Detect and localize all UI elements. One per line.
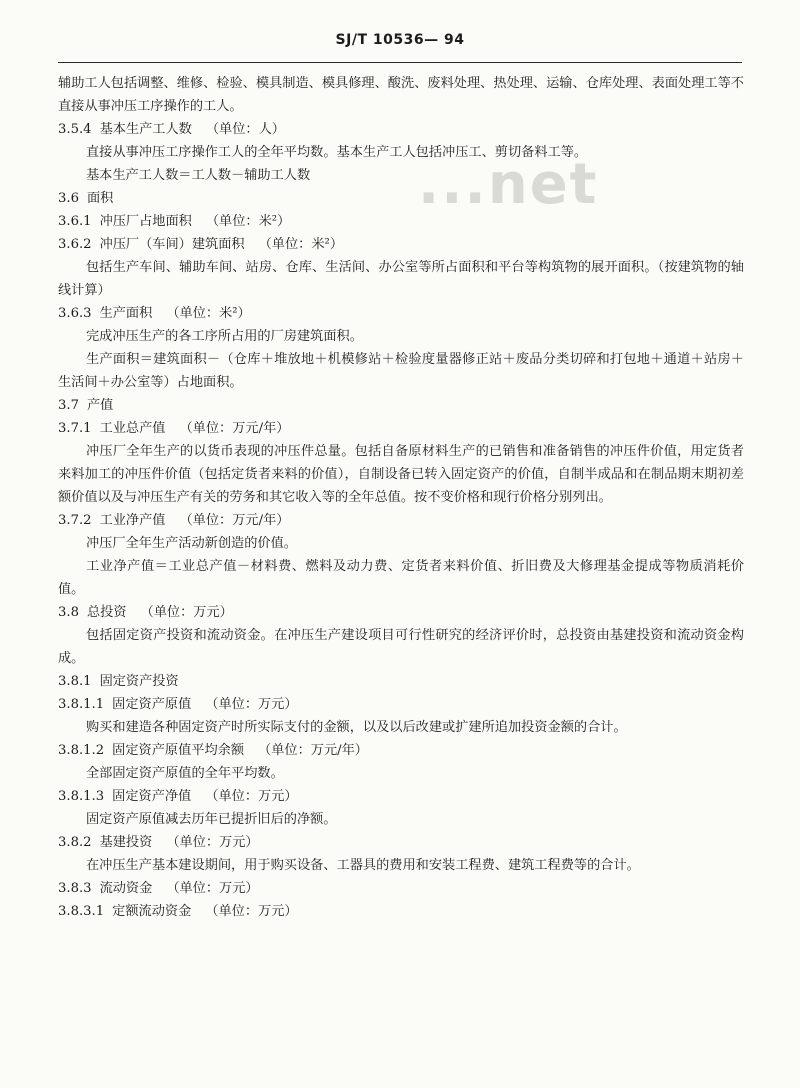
section-unit: （单位：米²） [205,214,291,229]
section-heading [58,302,744,325]
section-unit: （单位：万元） [205,904,298,919]
section-title: 生产面积 [99,306,153,321]
section-heading [58,900,744,923]
section-number: 3.8.3.1 [58,904,105,919]
section-unit: （单位：万元/年） [179,513,290,528]
section-number: 3.7 [58,398,79,413]
section-title: 产值 [86,398,114,413]
watermark: ...net [418,152,599,217]
section-heading [58,877,744,900]
section-number: 3.7.1 [58,421,92,436]
section-title: 冲压厂占地面积 [99,214,192,229]
section-number: 3.8.2 [58,835,92,850]
body-paragraph: 工业净产值＝工业总产值－材料费、燃料及动力费、定货者来料价值、折旧费及大修理基金提成等物质消耗价值。 [58,559,744,597]
page-header: SJ/T 10536— 94 [335,32,465,48]
section-title: 固定资产净值 [112,789,192,804]
section-heading [58,670,744,693]
section-unit: （单位：万元） [166,835,259,850]
section-number: 3.6.1 [58,214,92,229]
section-unit: （单位：万元） [166,881,259,896]
section-number: 3.7.2 [58,513,92,528]
section-title: 固定资产原值平均余额 [112,743,245,758]
section-title: 基建投资 [99,835,153,850]
section-number: 3.8.1.2 [58,743,105,758]
body-paragraph: 辅助工人包括调整、维修、检验、模具制造、模具修理、酸洗、废料处理、热处理、运输、仓库处理、表面处理工等不直接从事冲压工序操作的工人。 [58,76,744,114]
section-number: 3.8.1 [58,674,92,689]
section-title: 总投资 [86,605,127,620]
section-title: 定额流动资金 [112,904,192,919]
header-rule [58,62,742,63]
section-heading [58,233,744,256]
section-number: 3.6.2 [58,237,92,252]
section-unit: （单位：万元） [205,789,298,804]
section-heading [58,785,744,808]
section-heading [58,394,744,417]
body-paragraph: 固定资产原值减去历年已提折旧后的净额。 [86,812,337,827]
section-unit: （单位：万元/年） [258,743,368,758]
section-number: 3.8.3 [58,881,92,896]
body-paragraph: 冲压厂全年生产活动新创造的价值。 [86,536,297,551]
section-title: 固定资产原值 [112,697,192,712]
section-heading [58,210,744,233]
section-heading [58,187,744,210]
section-heading [58,601,744,624]
section-number: 3.6 [58,191,79,206]
section-unit: （单位：人） [205,122,285,137]
body-paragraph: 冲压厂全年生产的以货币表现的冲压件总量。包括自备原材料生产的已销售和准备销售的冲压件价值，用定货者来料加工的冲压件价值（包括定货者来料的价值），自制设备已转入固定资产的价值，自制半成品和在制品期末期初差额价值以及与冲压生产有关的劳务和其它收入等的全年总值。按不变价格和现行价格分别列出。 [58,444,744,505]
section-number: 3.8.1.3 [58,789,105,804]
section-heading [58,118,744,141]
section-title: 面积 [86,191,114,206]
body-paragraph: 直接从事冲压工序操作工人的全年平均数。基本生产工人包括冲压工、剪切备料工等。 [86,145,588,160]
body-paragraph: 包括固定资产投资和流动资金。在冲压生产建设项目可行性研究的经济评价时，总投资由基建投资和流动资金构成。 [58,628,744,666]
body-paragraph: 基本生产工人数＝工人数－辅助工人数 [86,168,311,183]
section-heading [58,693,744,716]
section-title: 工业总产值 [99,421,166,436]
section-number: 3.5.4 [58,122,92,137]
section-number: 3.8 [58,605,79,620]
section-title: 基本生产工人数 [99,122,192,137]
section-unit: （单位：万元） [140,605,233,620]
body-paragraph: 生产面积＝建筑面积－（仓库＋堆放地＋机模修站＋检验度量器修正站＋废品分类切碎和打包地＋通道＋站房＋生活间＋办公室等）占地面积。 [58,352,744,390]
body-paragraph: 包括生产车间、辅助车间、站房、仓库、生活间、办公室等所占面积和平台等构筑物的展开面积。（按建筑物的轴线计算） [58,260,744,298]
section-heading [58,831,744,854]
section-number: 3.8.1.1 [58,697,105,712]
body-paragraph: 购买和建造各种固定资产时所实际支付的金额，以及以后改建或扩建所追加投资金额的合计。 [86,720,627,735]
section-heading [58,417,744,440]
section-number: 3.6.3 [58,306,92,321]
document-body [58,72,744,923]
section-title: 冲压厂（车间）建筑面积 [99,237,245,252]
section-title: 工业净产值 [99,513,166,528]
section-unit: （单位：米²） [258,237,344,252]
section-title: 固定资产投资 [99,674,179,689]
section-heading [58,509,744,532]
section-unit: （单位：万元/年） [179,421,290,436]
section-title: 流动资金 [99,881,153,896]
section-unit: （单位：万元） [205,697,298,712]
section-heading [58,739,744,762]
body-paragraph: 完成冲压生产的各工序所占用的厂房建筑面积。 [86,329,363,344]
section-unit: （单位：米²） [166,306,251,321]
body-paragraph: 在冲压生产基本建设期间，用于购买设备、工器具的费用和安装工程费、建筑工程费等的合计。 [86,858,640,873]
body-paragraph: 全部固定资产原值的全年平均数。 [86,766,284,781]
